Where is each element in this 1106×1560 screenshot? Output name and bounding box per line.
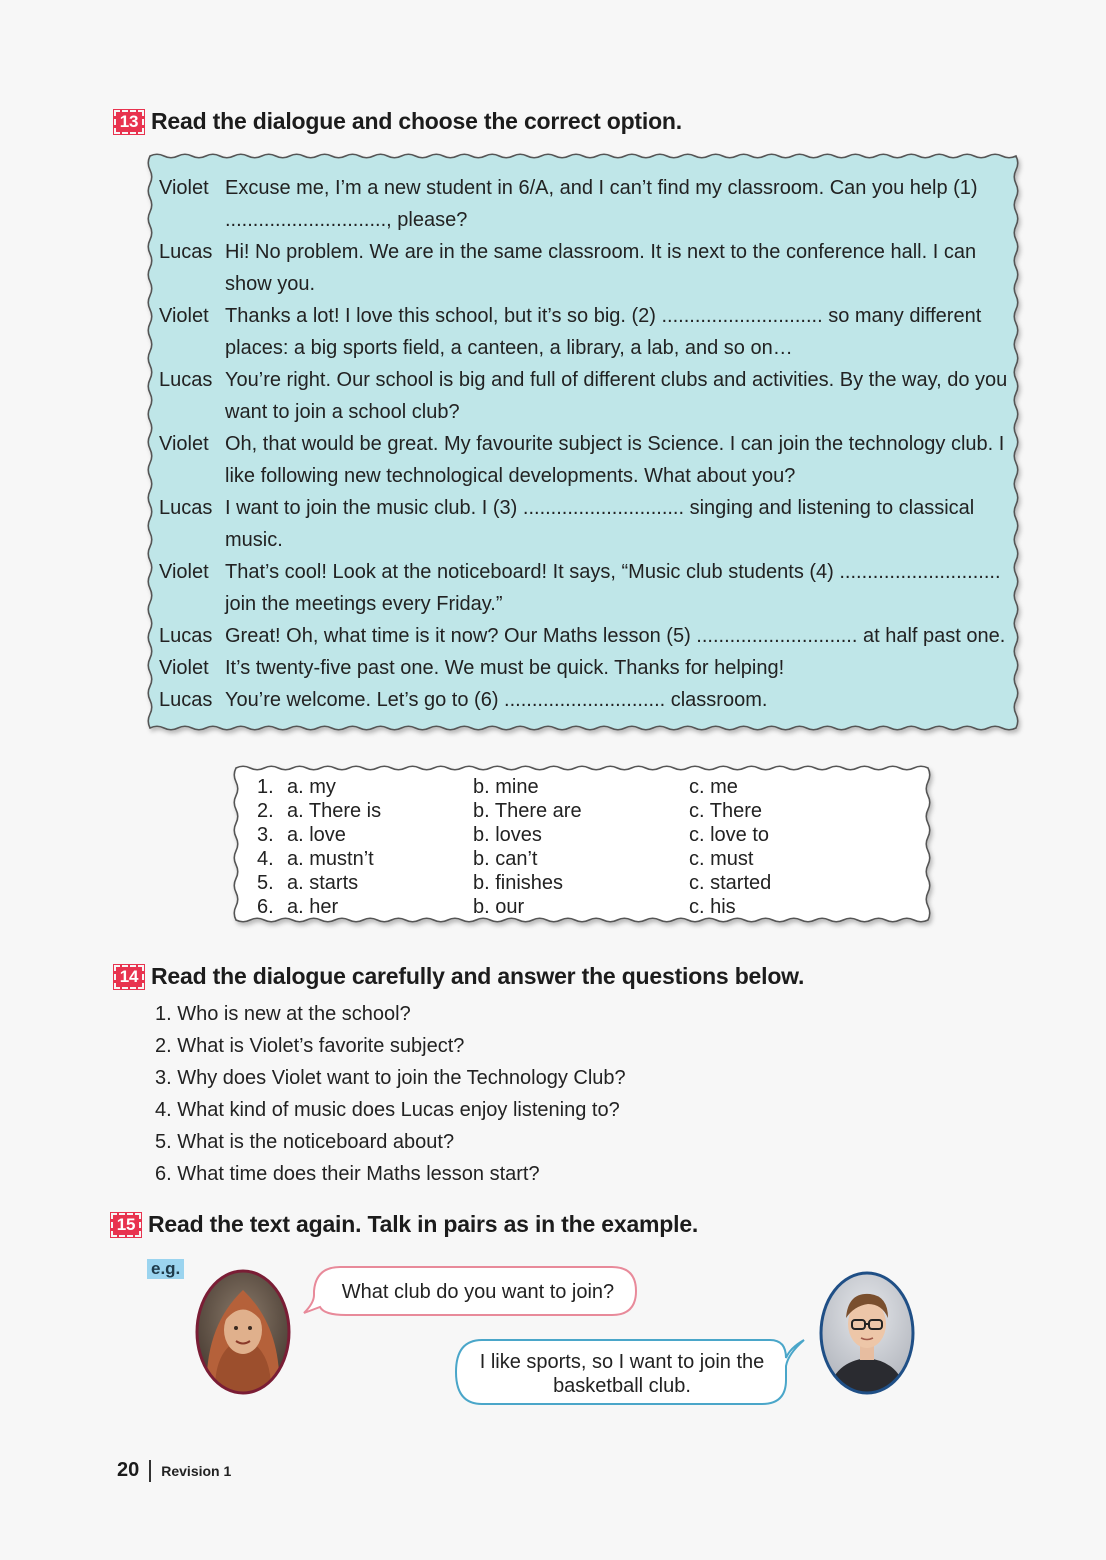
- option-a: a. starts: [287, 872, 359, 894]
- exercise-instruction: Read the dialogue and choose the correct option.: [151, 108, 682, 134]
- question-item: 4. What kind of music does Lucas enjoy listening to?: [155, 1099, 620, 1121]
- option-b: b. can’t: [473, 848, 538, 870]
- dialogue-line: [159, 300, 1011, 364]
- speaker-name: Lucas: [159, 497, 213, 519]
- option-number: 4.: [257, 848, 274, 870]
- option-b: b. mine: [473, 776, 539, 798]
- question-item: 1. Who is new at the school?: [155, 1003, 411, 1025]
- page-footer: [117, 1459, 231, 1482]
- speaker-name: Lucas: [159, 241, 213, 263]
- speaker-name: Lucas: [159, 625, 213, 647]
- exercise-instruction: Read the text again. Talk in pairs as in the example.: [148, 1211, 699, 1237]
- speaker-name: Violet: [159, 305, 209, 327]
- option-c: c. love to: [689, 824, 770, 846]
- question-item: 5. What is the noticeboard about?: [155, 1131, 455, 1153]
- exercise-14-heading: [114, 963, 804, 990]
- exercise-instruction: Read the dialogue carefully and answer the questions below.: [151, 963, 805, 989]
- option-a: a. mustn’t: [287, 848, 374, 870]
- option-row: [257, 847, 809, 871]
- option-b: b. There are: [473, 800, 582, 822]
- bubble-question-text: What club do you want to join?: [341, 1281, 615, 1303]
- option-c: c. his: [689, 896, 736, 918]
- option-row: [257, 799, 809, 823]
- bubble-answer-text: I like sports, so I want to join the basketball club.: [479, 1351, 765, 1397]
- dialogue-line: [159, 364, 1011, 428]
- utterance: Oh, that would be great. My favourite subject is Science. I can join the technology club. I like following new technological developments. What about you?: [225, 433, 1005, 487]
- option-row: [257, 871, 809, 895]
- questions-list: [155, 998, 626, 1190]
- footer-divider: [149, 1460, 151, 1482]
- girl-avatar: [193, 1268, 293, 1396]
- option-b: b. our: [473, 896, 525, 918]
- option-b: b. loves: [473, 824, 542, 846]
- utterance: Excuse me, I’m a new student in 6/A, and I can’t find my classroom. Can you help (1) ............................., please?: [225, 177, 978, 231]
- dialogue-line: [159, 684, 1011, 716]
- speaker-name: Lucas: [159, 689, 213, 711]
- exercise-number-badge: 15: [111, 1213, 141, 1237]
- option-row: [257, 895, 809, 919]
- section-name: Revision 1: [161, 1462, 232, 1479]
- dialogue-line: [159, 172, 1011, 236]
- speaker-name: Violet: [159, 177, 209, 199]
- exercise-15-heading: [111, 1211, 698, 1238]
- option-number: 6.: [257, 896, 274, 918]
- utterance: It’s twenty-five past one. We must be quick. Thanks for helping!: [225, 657, 785, 679]
- option-number: 2.: [257, 800, 274, 822]
- option-c: c. must: [689, 848, 754, 870]
- option-number: 1.: [257, 776, 274, 798]
- utterance: Hi! No problem. We are in the same classroom. It is next to the conference hall. I can show you.: [225, 241, 977, 295]
- exercise-13-heading: [114, 108, 682, 135]
- exercise-number-badge: 13: [114, 110, 144, 134]
- utterance: That’s cool! Look at the noticeboard! It says, “Music club students (4) ............................. join the meetings every Friday.”: [225, 561, 1001, 615]
- speaker-name: Violet: [159, 433, 209, 455]
- speaker-name: Violet: [159, 561, 209, 583]
- exercise-number-badge: 14: [114, 965, 144, 989]
- option-a: a. There is: [287, 800, 382, 822]
- option-c: c. started: [689, 872, 772, 894]
- dialogue-line: [159, 620, 1011, 652]
- dialogue-line: [159, 428, 1011, 492]
- option-a: a. my: [287, 776, 336, 798]
- option-a: a. love: [287, 824, 346, 846]
- dialogue-line: [159, 652, 1011, 684]
- dialogue-line: [159, 492, 1011, 556]
- option-row: [257, 775, 809, 799]
- question-item: 2. What is Violet’s favorite subject?: [155, 1035, 465, 1057]
- utterance: You’re right. Our school is big and full of different clubs and activities. By the way, do you want to join a school club?: [225, 369, 1008, 423]
- option-number: 3.: [257, 824, 274, 846]
- utterance: Great! Oh, what time is it now? Our Maths lesson (5) ............................. at half past one.: [225, 625, 1006, 647]
- option-a: a. her: [287, 896, 339, 918]
- boy-avatar: [818, 1270, 916, 1396]
- example-label: e.g.: [147, 1259, 184, 1279]
- question-item: 3. Why does Violet want to join the Technology Club?: [155, 1067, 626, 1089]
- utterance: Thanks a lot! I love this school, but it’s so big. (2) ............................. so many different places: a big sports field, a canteen, a library, a lab, and so on…: [225, 305, 982, 359]
- dialogue-line: [159, 236, 1011, 300]
- page-number: 20: [117, 1459, 140, 1481]
- option-number: 5.: [257, 872, 274, 894]
- question-item: 6. What time does their Maths lesson start?: [155, 1163, 540, 1185]
- speaker-name: Lucas: [159, 369, 213, 391]
- option-row: [257, 823, 809, 847]
- option-c: c. me: [689, 776, 738, 798]
- dialogue-line: [159, 556, 1011, 620]
- option-c: c. There: [689, 800, 762, 822]
- option-b: b. finishes: [473, 872, 564, 894]
- dialogue: [159, 172, 1011, 716]
- options-list: [257, 775, 809, 919]
- speaker-name: Violet: [159, 657, 209, 679]
- utterance: You’re welcome. Let’s go to (6) ............................. classroom.: [225, 689, 768, 711]
- utterance: I want to join the music club. I (3) ............................. singing and listening to classical music.: [225, 497, 975, 551]
